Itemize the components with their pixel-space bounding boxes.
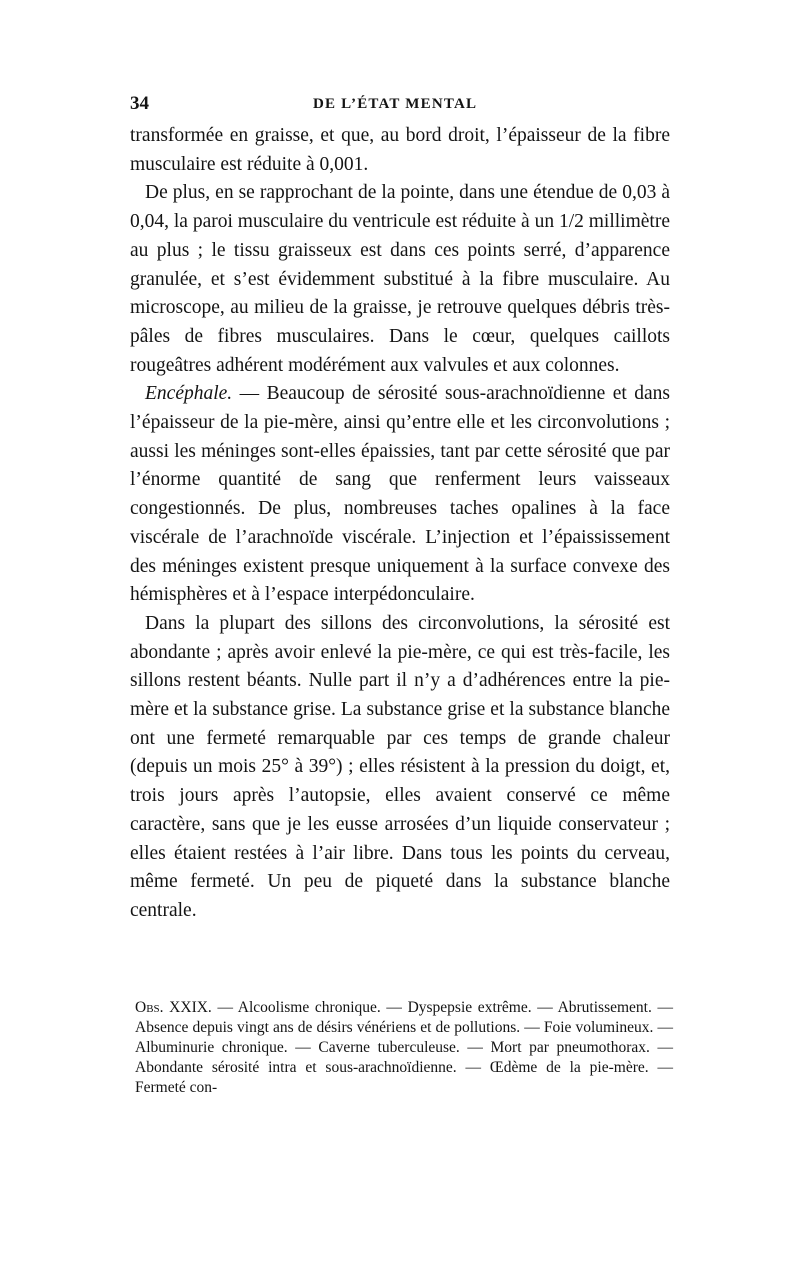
body-text	[130, 122, 670, 926]
paragraph	[130, 122, 670, 179]
footnote	[135, 998, 673, 1098]
paragraph-text: transformée en graisse, et que, au bord droit, l’épaisseur de la fibre musculaire est réduite à 0,001.	[130, 125, 670, 175]
page-number: 34	[130, 93, 149, 114]
paragraph-text: De plus, en se rapprochant de la pointe, dans une étendue de 0,03 à 0,04, la paroi musculaire du ventricule est réduite à un 1/2 millimètre au plus ; le tissu graisseux est dans ces points serré, d’apparence granulée, et s’est évidemment substitué à la fibre musculaire. Au microscope, au milieu de la graisse, je retrouve quelques débris très-pâles de fibres musculaires. Dans le cœur, quelques caillots rougeâtres adhérent modérément aux valvules et aux colonnes.	[130, 182, 670, 376]
paragraph	[130, 610, 670, 926]
paragraph-text: Dans la plupart des sillons des circonvolutions, la sérosité est abondante ; après avoir enlevé la pie-mère, ce qui est très-facile, les sillons restent béants. Nulle part il n’y a d’adhérences entre la pie-mère et la substance grise. La substance grise et la substance blanche ont une fermeté remarquable par ces temps de grande chaleur (depuis un mois 25° à 39°) ; elles résistent à la pression du doigt, et, trois jours après l’autopsie, elles avaient conservé ce même caractère, sans que je les eusse arrosées d’un liquide conservateur ; elles étaient restées à l’air libre. Dans tous les points du cerveau, même fermeté. Un peu de piqueté dans la substance blanche centrale.	[130, 612, 670, 921]
footnote-text: — Alcoolisme chronique. — Dyspepsie extrême. — Abrutissement. — Absence depuis vingt ans de désirs vénériens et de pollutions. — Foie volumineux. — Albuminurie chronique. — Caverne tuberculeuse. — Mort par pneumothorax. — Abondante sérosité intra et sous-arachnoïdienne. — Œdème de la pie-mère. — Fermeté con-	[135, 999, 674, 1096]
section-title: Encéphale.	[145, 383, 233, 405]
paragraph-text: — Beaucoup de sérosité sous-arachnoïdienne et dans l’épaisseur de la pie-mère, ainsi qu’entre elle et les circonvolutions ; aussi les méninges sont-elles épaissies, tant par cette sérosité que par l’énorme quantité de sang que renferment leurs vaisseaux congestionnés. De plus, nombreuses taches opalines à la face viscérale de l’arachnoïde viscérale. L’injection et l’épaississement des méninges existent presque uniquement à la surface convexe des hémisphères et à l’espace interpédonculaire.	[130, 383, 670, 606]
paragraph	[130, 179, 670, 380]
observation-label: Obs. XXIX.	[135, 999, 212, 1016]
running-head: DE L’ÉTAT MENTAL	[313, 96, 478, 112]
paragraph	[130, 380, 670, 610]
page-header	[130, 93, 670, 121]
